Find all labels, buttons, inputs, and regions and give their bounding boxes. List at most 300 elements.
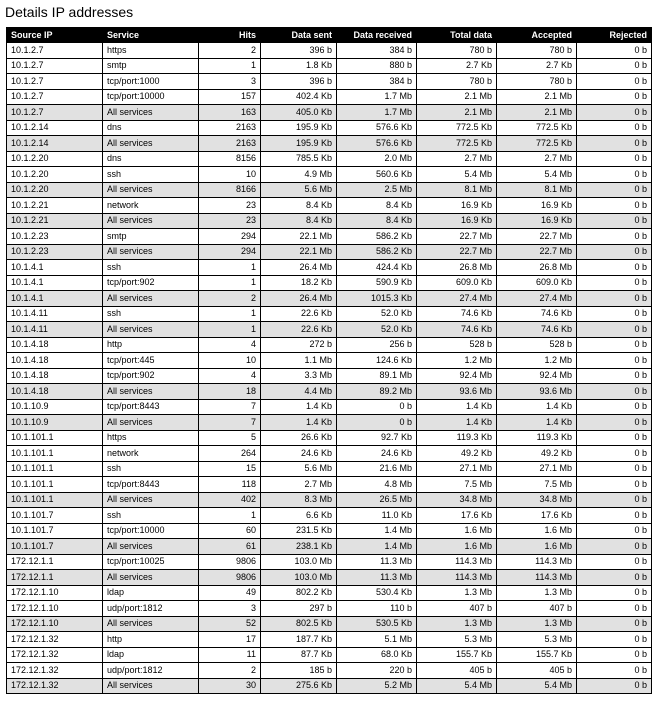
service-cell: All services (103, 570, 199, 586)
service-cell: All services (103, 678, 199, 694)
data-sent-cell: 1.4 Kb (261, 415, 337, 431)
table-row (7, 570, 652, 586)
hits-cell: 8156 (199, 151, 261, 167)
total-data-cell: 155.7 Kb (417, 647, 497, 663)
total-data-cell: 772.5 Kb (417, 136, 497, 152)
total-data-cell: 34.8 Mb (417, 492, 497, 508)
rejected-cell: 0 b (577, 399, 652, 415)
data-received-cell: 11.3 Mb (337, 554, 417, 570)
source-ip-cell: 172.12.1.32 (7, 647, 103, 663)
table-row (7, 167, 652, 183)
data-received-cell: 2.5 Mb (337, 182, 417, 198)
data-received-cell: 110 b (337, 601, 417, 617)
service-cell: udp/port:1812 (103, 663, 199, 679)
rejected-cell: 0 b (577, 415, 652, 431)
table-row (7, 260, 652, 276)
hits-cell: 9806 (199, 554, 261, 570)
total-data-cell: 405 b (417, 663, 497, 679)
service-cell: ssh (103, 260, 199, 276)
service-cell: All services (103, 136, 199, 152)
source-ip-cell: 10.1.4.18 (7, 337, 103, 353)
total-data-cell: 114.3 Mb (417, 570, 497, 586)
rejected-cell: 0 b (577, 105, 652, 121)
hits-cell: 1 (199, 306, 261, 322)
data-sent-cell: 6.6 Kb (261, 508, 337, 524)
rejected-cell: 0 b (577, 601, 652, 617)
accepted-cell: 114.3 Mb (497, 554, 577, 570)
table-row (7, 229, 652, 245)
rejected-cell: 0 b (577, 523, 652, 539)
data-received-cell: 24.6 Kb (337, 446, 417, 462)
accepted-cell: 92.4 Mb (497, 368, 577, 384)
source-ip-cell: 10.1.4.1 (7, 275, 103, 291)
service-cell: ssh (103, 461, 199, 477)
accepted-cell: 93.6 Mb (497, 384, 577, 400)
column-header-service: Service (103, 28, 199, 43)
data-received-cell: 530.4 Kb (337, 585, 417, 601)
accepted-cell: 27.1 Mb (497, 461, 577, 477)
accepted-cell: 26.8 Mb (497, 260, 577, 276)
accepted-cell: 5.4 Mb (497, 167, 577, 183)
total-data-cell: 22.7 Mb (417, 244, 497, 260)
data-received-cell: 576.6 Kb (337, 136, 417, 152)
rejected-cell: 0 b (577, 167, 652, 183)
hits-cell: 2163 (199, 120, 261, 136)
accepted-cell: 119.3 Kb (497, 430, 577, 446)
accepted-cell: 16.9 Kb (497, 198, 577, 214)
service-cell: ldap (103, 585, 199, 601)
data-received-cell: 384 b (337, 43, 417, 59)
accepted-cell: 16.9 Kb (497, 213, 577, 229)
hits-cell: 4 (199, 337, 261, 353)
data-received-cell: 1.7 Mb (337, 89, 417, 105)
data-sent-cell: 8.4 Kb (261, 213, 337, 229)
source-ip-cell: 10.1.2.23 (7, 244, 103, 260)
rejected-cell: 0 b (577, 446, 652, 462)
hits-cell: 61 (199, 539, 261, 555)
data-sent-cell: 103.0 Mb (261, 554, 337, 570)
rejected-cell: 0 b (577, 647, 652, 663)
total-data-cell: 27.4 Mb (417, 291, 497, 307)
table-row (7, 306, 652, 322)
data-sent-cell: 22.6 Kb (261, 306, 337, 322)
accepted-cell: 2.1 Mb (497, 105, 577, 121)
accepted-cell: 528 b (497, 337, 577, 353)
service-cell: tcp/port:902 (103, 275, 199, 291)
data-received-cell: 11.3 Mb (337, 570, 417, 586)
rejected-cell: 0 b (577, 291, 652, 307)
source-ip-cell: 172.12.1.32 (7, 632, 103, 648)
hits-cell: 163 (199, 105, 261, 121)
total-data-cell: 8.1 Mb (417, 182, 497, 198)
table-row (7, 539, 652, 555)
service-cell: All services (103, 182, 199, 198)
accepted-cell: 609.0 Kb (497, 275, 577, 291)
data-received-cell: 1.7 Mb (337, 105, 417, 121)
table-row (7, 446, 652, 462)
rejected-cell: 0 b (577, 43, 652, 59)
hits-cell: 52 (199, 616, 261, 632)
service-cell: ssh (103, 167, 199, 183)
data-received-cell: 1.4 Mb (337, 539, 417, 555)
table-row (7, 678, 652, 694)
accepted-cell: 772.5 Kb (497, 136, 577, 152)
table-row (7, 632, 652, 648)
service-cell: tcp/port:10000 (103, 523, 199, 539)
source-ip-cell: 10.1.101.7 (7, 523, 103, 539)
column-header-accepted: Accepted (497, 28, 577, 43)
total-data-cell: 609.0 Kb (417, 275, 497, 291)
data-sent-cell: 195.9 Kb (261, 120, 337, 136)
service-cell: All services (103, 244, 199, 260)
hits-cell: 1 (199, 322, 261, 338)
total-data-cell: 93.6 Mb (417, 384, 497, 400)
source-ip-cell: 172.12.1.10 (7, 585, 103, 601)
rejected-cell: 0 b (577, 353, 652, 369)
data-sent-cell: 405.0 Kb (261, 105, 337, 121)
total-data-cell: 2.7 Kb (417, 58, 497, 74)
data-sent-cell: 396 b (261, 74, 337, 90)
data-received-cell: 0 b (337, 399, 417, 415)
data-sent-cell: 5.6 Mb (261, 182, 337, 198)
data-received-cell: 424.4 Kb (337, 260, 417, 276)
data-sent-cell: 87.7 Kb (261, 647, 337, 663)
data-received-cell: 52.0 Kb (337, 306, 417, 322)
accepted-cell: 5.4 Mb (497, 678, 577, 694)
accepted-cell: 2.7 Kb (497, 58, 577, 74)
table-row (7, 213, 652, 229)
source-ip-cell: 10.1.101.7 (7, 539, 103, 555)
service-cell: smtp (103, 58, 199, 74)
accepted-cell: 114.3 Mb (497, 570, 577, 586)
table-row (7, 663, 652, 679)
table-row (7, 182, 652, 198)
source-ip-cell: 172.12.1.10 (7, 601, 103, 617)
table-row (7, 337, 652, 353)
data-sent-cell: 22.1 Mb (261, 229, 337, 245)
table-row (7, 616, 652, 632)
table-row (7, 554, 652, 570)
source-ip-cell: 10.1.4.11 (7, 322, 103, 338)
accepted-cell: 780 b (497, 74, 577, 90)
total-data-cell: 1.3 Mb (417, 616, 497, 632)
source-ip-cell: 10.1.10.9 (7, 415, 103, 431)
data-sent-cell: 187.7 Kb (261, 632, 337, 648)
source-ip-cell: 10.1.101.1 (7, 492, 103, 508)
hits-cell: 2 (199, 43, 261, 59)
service-cell: ssh (103, 306, 199, 322)
hits-cell: 3 (199, 74, 261, 90)
table-row (7, 136, 652, 152)
column-header-source-ip: Source IP (7, 28, 103, 43)
column-header-data-sent: Data sent (261, 28, 337, 43)
service-cell: https (103, 43, 199, 59)
service-cell: All services (103, 616, 199, 632)
rejected-cell: 0 b (577, 663, 652, 679)
total-data-cell: 16.9 Kb (417, 198, 497, 214)
rejected-cell: 0 b (577, 508, 652, 524)
service-cell: tcp/port:445 (103, 353, 199, 369)
source-ip-cell: 10.1.101.1 (7, 477, 103, 493)
accepted-cell: 7.5 Mb (497, 477, 577, 493)
source-ip-cell: 10.1.2.14 (7, 120, 103, 136)
hits-cell: 1 (199, 508, 261, 524)
total-data-cell: 1.4 Kb (417, 399, 497, 415)
total-data-cell: 2.7 Mb (417, 151, 497, 167)
data-received-cell: 5.2 Mb (337, 678, 417, 694)
table-row (7, 492, 652, 508)
total-data-cell: 780 b (417, 43, 497, 59)
total-data-cell: 780 b (417, 74, 497, 90)
service-cell: network (103, 446, 199, 462)
table-row (7, 353, 652, 369)
accepted-cell: 2.1 Mb (497, 89, 577, 105)
hits-cell: 23 (199, 198, 261, 214)
data-received-cell: 590.9 Kb (337, 275, 417, 291)
hits-cell: 2163 (199, 136, 261, 152)
source-ip-cell: 10.1.4.18 (7, 353, 103, 369)
data-received-cell: 2.0 Mb (337, 151, 417, 167)
hits-cell: 5 (199, 430, 261, 446)
rejected-cell: 0 b (577, 384, 652, 400)
rejected-cell: 0 b (577, 229, 652, 245)
table-row (7, 523, 652, 539)
data-sent-cell: 22.1 Mb (261, 244, 337, 260)
source-ip-cell: 172.12.1.32 (7, 663, 103, 679)
data-sent-cell: 1.1 Mb (261, 353, 337, 369)
data-received-cell: 8.4 Kb (337, 198, 417, 214)
accepted-cell: 405 b (497, 663, 577, 679)
rejected-cell: 0 b (577, 337, 652, 353)
source-ip-cell: 10.1.2.20 (7, 182, 103, 198)
data-received-cell: 576.6 Kb (337, 120, 417, 136)
source-ip-cell: 10.1.101.1 (7, 461, 103, 477)
source-ip-cell: 10.1.2.20 (7, 167, 103, 183)
table-row (7, 430, 652, 446)
page-title: Details IP addresses (5, 4, 134, 20)
source-ip-cell: 10.1.4.18 (7, 368, 103, 384)
service-cell: All services (103, 105, 199, 121)
total-data-cell: 22.7 Mb (417, 229, 497, 245)
source-ip-cell: 172.12.1.10 (7, 616, 103, 632)
service-cell: All services (103, 539, 199, 555)
total-data-cell: 49.2 Kb (417, 446, 497, 462)
accepted-cell: 2.7 Mb (497, 151, 577, 167)
source-ip-cell: 10.1.4.11 (7, 306, 103, 322)
data-sent-cell: 185 b (261, 663, 337, 679)
table-row (7, 105, 652, 121)
accepted-cell: 1.6 Mb (497, 539, 577, 555)
data-sent-cell: 1.4 Kb (261, 399, 337, 415)
data-received-cell: 0 b (337, 415, 417, 431)
data-received-cell: 560.6 Kb (337, 167, 417, 183)
table-row (7, 58, 652, 74)
total-data-cell: 74.6 Kb (417, 322, 497, 338)
accepted-cell: 407 b (497, 601, 577, 617)
source-ip-cell: 172.12.1.32 (7, 678, 103, 694)
accepted-cell: 34.8 Mb (497, 492, 577, 508)
hits-cell: 7 (199, 415, 261, 431)
hits-cell: 1 (199, 260, 261, 276)
data-received-cell: 8.4 Kb (337, 213, 417, 229)
data-received-cell: 384 b (337, 74, 417, 90)
rejected-cell: 0 b (577, 198, 652, 214)
table-body (7, 43, 652, 694)
hits-cell: 11 (199, 647, 261, 663)
accepted-cell: 74.6 Kb (497, 306, 577, 322)
hits-cell: 3 (199, 601, 261, 617)
total-data-cell: 1.6 Mb (417, 523, 497, 539)
table-row (7, 43, 652, 59)
data-sent-cell: 396 b (261, 43, 337, 59)
source-ip-cell: 10.1.2.7 (7, 58, 103, 74)
data-received-cell: 1.4 Mb (337, 523, 417, 539)
hits-cell: 402 (199, 492, 261, 508)
table-row (7, 120, 652, 136)
rejected-cell: 0 b (577, 430, 652, 446)
data-sent-cell: 4.4 Mb (261, 384, 337, 400)
rejected-cell: 0 b (577, 616, 652, 632)
table-row (7, 647, 652, 663)
data-sent-cell: 1.8 Kb (261, 58, 337, 74)
accepted-cell: 49.2 Kb (497, 446, 577, 462)
data-sent-cell: 195.9 Kb (261, 136, 337, 152)
hits-cell: 23 (199, 213, 261, 229)
data-sent-cell: 103.0 Mb (261, 570, 337, 586)
data-sent-cell: 238.1 Kb (261, 539, 337, 555)
total-data-cell: 7.5 Mb (417, 477, 497, 493)
table-row (7, 384, 652, 400)
accepted-cell: 772.5 Kb (497, 120, 577, 136)
hits-cell: 10 (199, 167, 261, 183)
rejected-cell: 0 b (577, 322, 652, 338)
rejected-cell: 0 b (577, 492, 652, 508)
source-ip-cell: 10.1.2.23 (7, 229, 103, 245)
data-sent-cell: 297 b (261, 601, 337, 617)
service-cell: https (103, 430, 199, 446)
accepted-cell: 22.7 Mb (497, 229, 577, 245)
data-sent-cell: 22.6 Kb (261, 322, 337, 338)
service-cell: tcp/port:8443 (103, 477, 199, 493)
service-cell: All services (103, 291, 199, 307)
table-row (7, 244, 652, 260)
total-data-cell: 16.9 Kb (417, 213, 497, 229)
data-received-cell: 26.5 Mb (337, 492, 417, 508)
data-received-cell: 530.5 Kb (337, 616, 417, 632)
source-ip-cell: 172.12.1.1 (7, 554, 103, 570)
service-cell: http (103, 337, 199, 353)
data-received-cell: 92.7 Kb (337, 430, 417, 446)
total-data-cell: 5.4 Mb (417, 167, 497, 183)
total-data-cell: 528 b (417, 337, 497, 353)
data-received-cell: 5.1 Mb (337, 632, 417, 648)
rejected-cell: 0 b (577, 260, 652, 276)
data-received-cell: 880 b (337, 58, 417, 74)
table-row (7, 74, 652, 90)
hits-cell: 30 (199, 678, 261, 694)
hits-cell: 15 (199, 461, 261, 477)
data-sent-cell: 272 b (261, 337, 337, 353)
data-received-cell: 89.1 Mb (337, 368, 417, 384)
table-row (7, 415, 652, 431)
rejected-cell: 0 b (577, 554, 652, 570)
table-row (7, 508, 652, 524)
rejected-cell: 0 b (577, 74, 652, 90)
source-ip-cell: 10.1.2.7 (7, 105, 103, 121)
hits-cell: 1 (199, 275, 261, 291)
rejected-cell: 0 b (577, 570, 652, 586)
ip-details-table (6, 27, 652, 694)
source-ip-cell: 10.1.2.20 (7, 151, 103, 167)
table-row (7, 601, 652, 617)
service-cell: ssh (103, 508, 199, 524)
accepted-cell: 1.6 Mb (497, 523, 577, 539)
data-received-cell: 11.0 Kb (337, 508, 417, 524)
total-data-cell: 5.3 Mb (417, 632, 497, 648)
data-sent-cell: 18.2 Kb (261, 275, 337, 291)
rejected-cell: 0 b (577, 461, 652, 477)
rejected-cell: 0 b (577, 632, 652, 648)
accepted-cell: 8.1 Mb (497, 182, 577, 198)
table-row (7, 399, 652, 415)
data-received-cell: 586.2 Kb (337, 244, 417, 260)
hits-cell: 118 (199, 477, 261, 493)
data-sent-cell: 802.5 Kb (261, 616, 337, 632)
table-row (7, 151, 652, 167)
data-sent-cell: 24.6 Kb (261, 446, 337, 462)
total-data-cell: 407 b (417, 601, 497, 617)
source-ip-cell: 10.1.2.14 (7, 136, 103, 152)
source-ip-cell: 10.1.4.18 (7, 384, 103, 400)
service-cell: dns (103, 151, 199, 167)
service-cell: All services (103, 384, 199, 400)
data-sent-cell: 8.3 Mb (261, 492, 337, 508)
hits-cell: 264 (199, 446, 261, 462)
table-row (7, 585, 652, 601)
data-sent-cell: 5.6 Mb (261, 461, 337, 477)
table-row (7, 275, 652, 291)
source-ip-cell: 10.1.101.1 (7, 446, 103, 462)
column-header-total-data: Total data (417, 28, 497, 43)
accepted-cell: 22.7 Mb (497, 244, 577, 260)
table-header-row (7, 28, 652, 43)
total-data-cell: 74.6 Kb (417, 306, 497, 322)
source-ip-cell: 172.12.1.1 (7, 570, 103, 586)
total-data-cell: 1.2 Mb (417, 353, 497, 369)
service-cell: All services (103, 415, 199, 431)
hits-cell: 1 (199, 58, 261, 74)
data-sent-cell: 402.4 Kb (261, 89, 337, 105)
table-row (7, 291, 652, 307)
rejected-cell: 0 b (577, 213, 652, 229)
service-cell: network (103, 198, 199, 214)
hits-cell: 9806 (199, 570, 261, 586)
data-sent-cell: 231.5 Kb (261, 523, 337, 539)
accepted-cell: 17.6 Kb (497, 508, 577, 524)
source-ip-cell: 10.1.2.21 (7, 213, 103, 229)
data-received-cell: 68.0 Kb (337, 647, 417, 663)
service-cell: tcp/port:902 (103, 368, 199, 384)
data-sent-cell: 2.7 Mb (261, 477, 337, 493)
rejected-cell: 0 b (577, 89, 652, 105)
hits-cell: 7 (199, 399, 261, 415)
rejected-cell: 0 b (577, 368, 652, 384)
service-cell: tcp/port:10025 (103, 554, 199, 570)
data-received-cell: 1015.3 Kb (337, 291, 417, 307)
source-ip-cell: 10.1.10.9 (7, 399, 103, 415)
accepted-cell: 27.4 Mb (497, 291, 577, 307)
data-received-cell: 124.6 Kb (337, 353, 417, 369)
